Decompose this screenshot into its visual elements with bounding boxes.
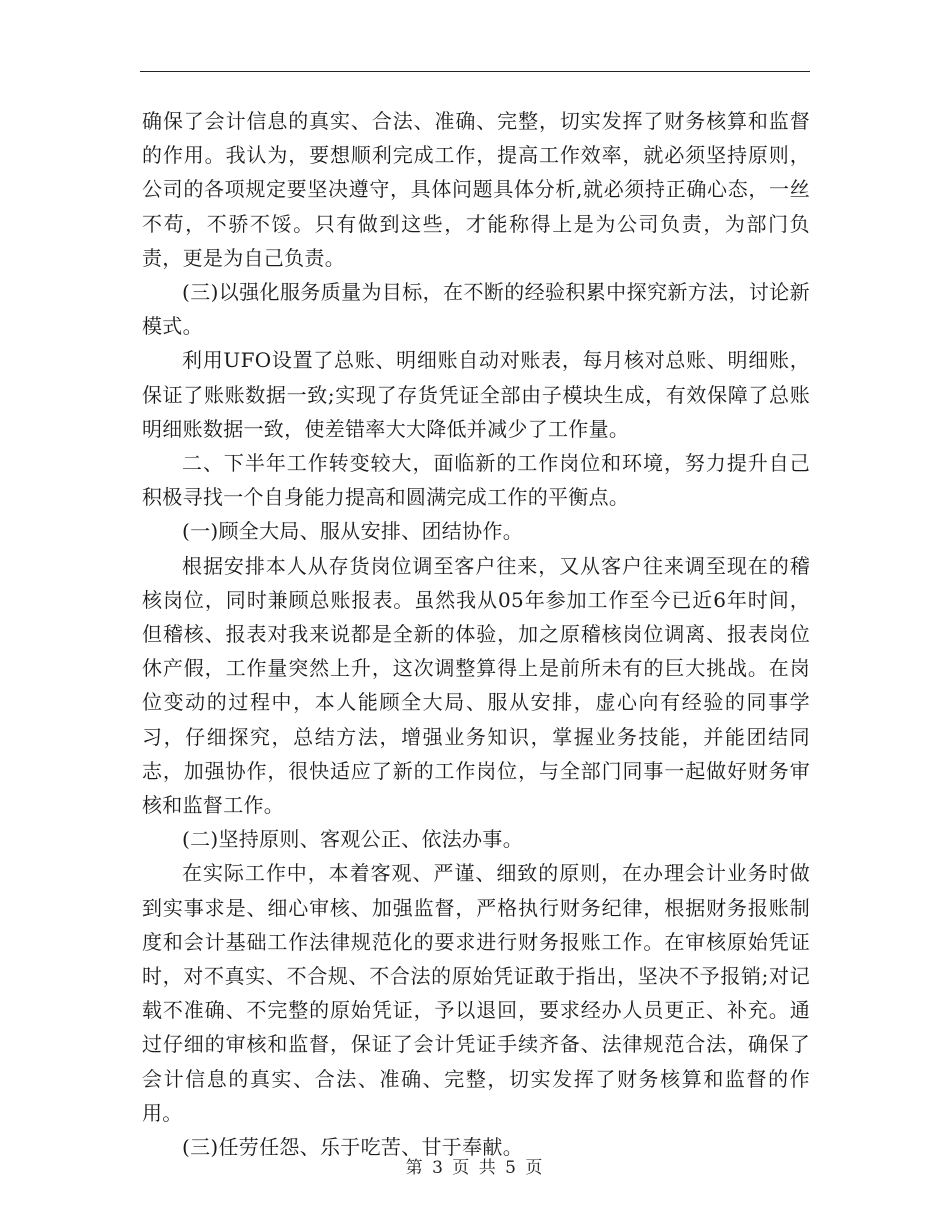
section-heading: 二、下半年工作转变较大，面临新的工作岗位和环境，努力提升自己积极寻找一个自身能力提高和圆满完成工作的平衡点。 bbox=[142, 451, 810, 510]
paragraph: 在实际工作中，本着客观、严谨、细致的原则，在办理会计业务时做到实事求是、细心审核、加强监督，严格执行财务纪律，根据财务报账制度和会计基础工作法律规范化的要求进行财务报账工作。在审核原始凭证时，对不真实、不合规、不合法的原始凭证敢于指出，坚决不予报销;对记载不准确、不完整的原始凭证，予以退回，要求经办人员更正、补充。通过仔细的审核和监督，保证了会计凭证手续齐备、法律规范合法，确保了会计信息的真实、合法、准确、完整，切实发挥了财务核算和监督的作用。 bbox=[142, 861, 810, 1125]
section-heading: (三)以强化服务质量为目标，在不断的经验积累中探究新方法，讨论新模式。 bbox=[142, 280, 810, 339]
paragraph: 根据安排本人从存货岗位调至客户往来，又从客户往来调至现在的稽核岗位，同时兼顾总账报表。虽然我从05年参加工作至今已近6年时间，但稽核、报表对我来说都是全新的体验，加之原稽核岗位调离、报表岗位休产假，工作量突然上升，这次调整算得上是前所未有的巨大挑战。在岗位变动的过程中，本人能顾全大局、服从安排，虚心向有经验的同事学习，仔细探究，总结方法，增强业务知识，掌握业务技能，并能团结同志，加强协作，很快适应了新的工作岗位，与全部门同事一起做好财务审核和监督工作。 bbox=[142, 553, 810, 818]
header-divider bbox=[140, 71, 810, 72]
paragraph: 利用UFO设置了总账、明细账自动对账表，每月核对总账、明细账，保证了账账数据一致;实现了存货凭证全部由子模块生成，有效保障了总账明细账数据一致，使差错率大大降低并减少了工作量。 bbox=[142, 348, 810, 441]
document-body bbox=[142, 104, 810, 1164]
section-heading: (一)顾全大局、服从安排、团结协作。 bbox=[182, 519, 524, 544]
paragraph: 确保了会计信息的真实、合法、准确、完整，切实发挥了财务核算和监督的作用。我认为，要想顺利完成工作，提高工作效率，就必须坚持原则，公司的各项规定要坚决遵守，具体问题具体分析,就必须持正确心态，一丝不苟，不骄不馁。只有做到这些，才能称得上是为公司负责，为部门负责，更是为自己负责。 bbox=[142, 109, 810, 270]
page-number: 第 3 页 共 5 页 bbox=[405, 1158, 545, 1178]
section-heading: (三)任劳任怨、乐于吃苦、甘于奉献。 bbox=[182, 1135, 524, 1160]
section-heading: (二)坚持原则、客观公正、依法办事。 bbox=[182, 827, 524, 852]
